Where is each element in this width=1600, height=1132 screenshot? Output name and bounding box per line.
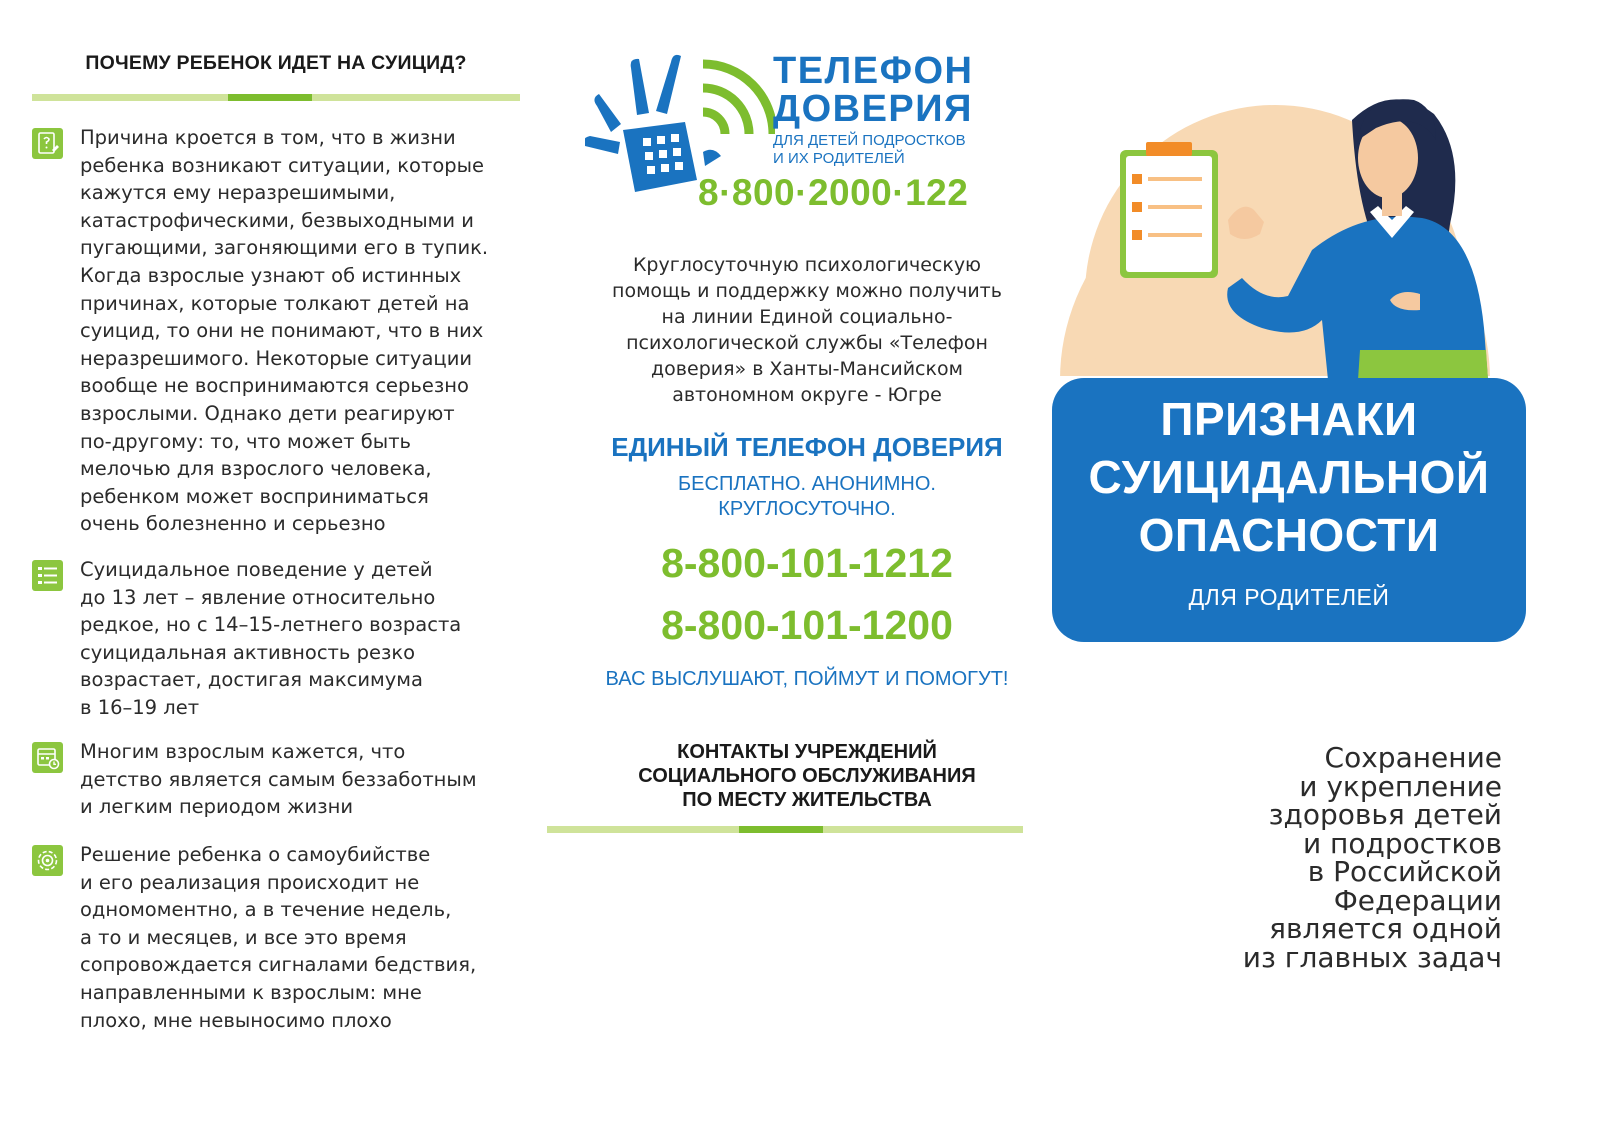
logo-subtitle: ДЛЯ ДЕТЕЙ ПОДРОСТКОВ И ИХ РОДИТЕЛЕЙ bbox=[773, 132, 966, 167]
banner-subtitle: ДЛЯ РОДИТЕЛЕЙ bbox=[1188, 584, 1390, 610]
middle-divider bbox=[547, 826, 1023, 833]
hotline-phone-2[interactable]: 8-800-101-1200 bbox=[661, 602, 953, 648]
left-divider bbox=[32, 94, 520, 101]
banner-title: ПРИЗНАКИ СУИЦИДАЛЬНОЙ ОПАСНОСТИ bbox=[1088, 393, 1490, 561]
logo-phone-number: 8·800·2000·122 bbox=[698, 172, 969, 213]
helpline-info-text: Круглосуточную психологическую помощь и поддержку можно получить на линии Единой социально- психологической службы «Телефон доверия» в Ханты-Мансийском автономном округе - Югре bbox=[612, 254, 1002, 406]
left-column bbox=[32, 52, 520, 1032]
motto-text: Сохранение и укрепление здоровья детей и подростков в Российской Федерации является одной из главных задач bbox=[1242, 741, 1502, 974]
calendar-icon bbox=[32, 742, 63, 773]
reason-text-4: Решение ребенка о самоубийстве и его реализация происходит не одномоментно, а в течение недель, а то и месяцев, и все это время сопровождается сигналами бедствия, направленными к взрослым: мне плохо, мне невыносимо плохо bbox=[80, 843, 477, 1032]
left-heading: ПОЧЕМУ РЕБЕНОК ИДЕТ НА СУИЦИД? bbox=[85, 52, 467, 74]
contacts-heading: КОНТАКТЫ УЧРЕЖДЕНИЙ СОЦИАЛЬНОГО ОБСЛУЖИВАНИЯ ПО МЕСТУ ЖИТЕЛЬСТВА bbox=[638, 741, 976, 811]
hotline-heading: ЕДИНЫЙ ТЕЛЕФОН ДОВЕРИЯ bbox=[611, 432, 1003, 462]
hotline-phone-1[interactable]: 8-800-101-1212 bbox=[661, 540, 953, 586]
reason-text-2: Суицидальное поведение у детей до 13 лет – явление относительно редкое, но с 14–15-летнего возраста суицидальная активность резко возрастает, достигая максимума в 16–19 лет bbox=[80, 558, 462, 719]
title-banner bbox=[1052, 378, 1526, 642]
hotline-tagline: ВАС ВЫСЛУШАЮТ, ПОЙМУТ И ПОМОГУТ! bbox=[605, 668, 1009, 690]
middle-column bbox=[567, 0, 1047, 1132]
gear-icon bbox=[32, 845, 63, 876]
reason-text-3: Многим взрослым кажется, что детство является самым беззаботным и легким периодом жизни bbox=[80, 740, 477, 819]
right-column bbox=[1060, 0, 1600, 1132]
logo-title-line2: ДОВЕРИЯ bbox=[773, 88, 973, 130]
checklist-icon bbox=[32, 560, 63, 591]
question-doc-icon bbox=[32, 128, 63, 159]
logo-title-line1: ТЕЛЕФОН bbox=[773, 50, 974, 92]
hotline-subheading: БЕСПЛАТНО. АНОНИМНО. КРУГЛОСУТОЧНО. bbox=[678, 473, 936, 520]
helpline-logo bbox=[585, 52, 1005, 217]
reason-text-1: Причина кроется в том, что в жизни ребенка возникают ситуации, которые кажутся ему неразрешимыми, катастрофическими, безвыходными и пугающими, загоняющими его в тупик. Когда взрослые узнают об истинных причинах, которые толкают детей на суицид, то они не понимают, что в них неразрешимого. Некоторые ситуации вообще не воспринимаются серьезно взрослыми. Однако дети реагируют по-другому: то, что может быть мелочью для взрослого человека, ребенком может восприниматься очень болезненно и серьезно bbox=[80, 126, 489, 536]
woman-clipboard-illustration bbox=[1060, 80, 1530, 380]
